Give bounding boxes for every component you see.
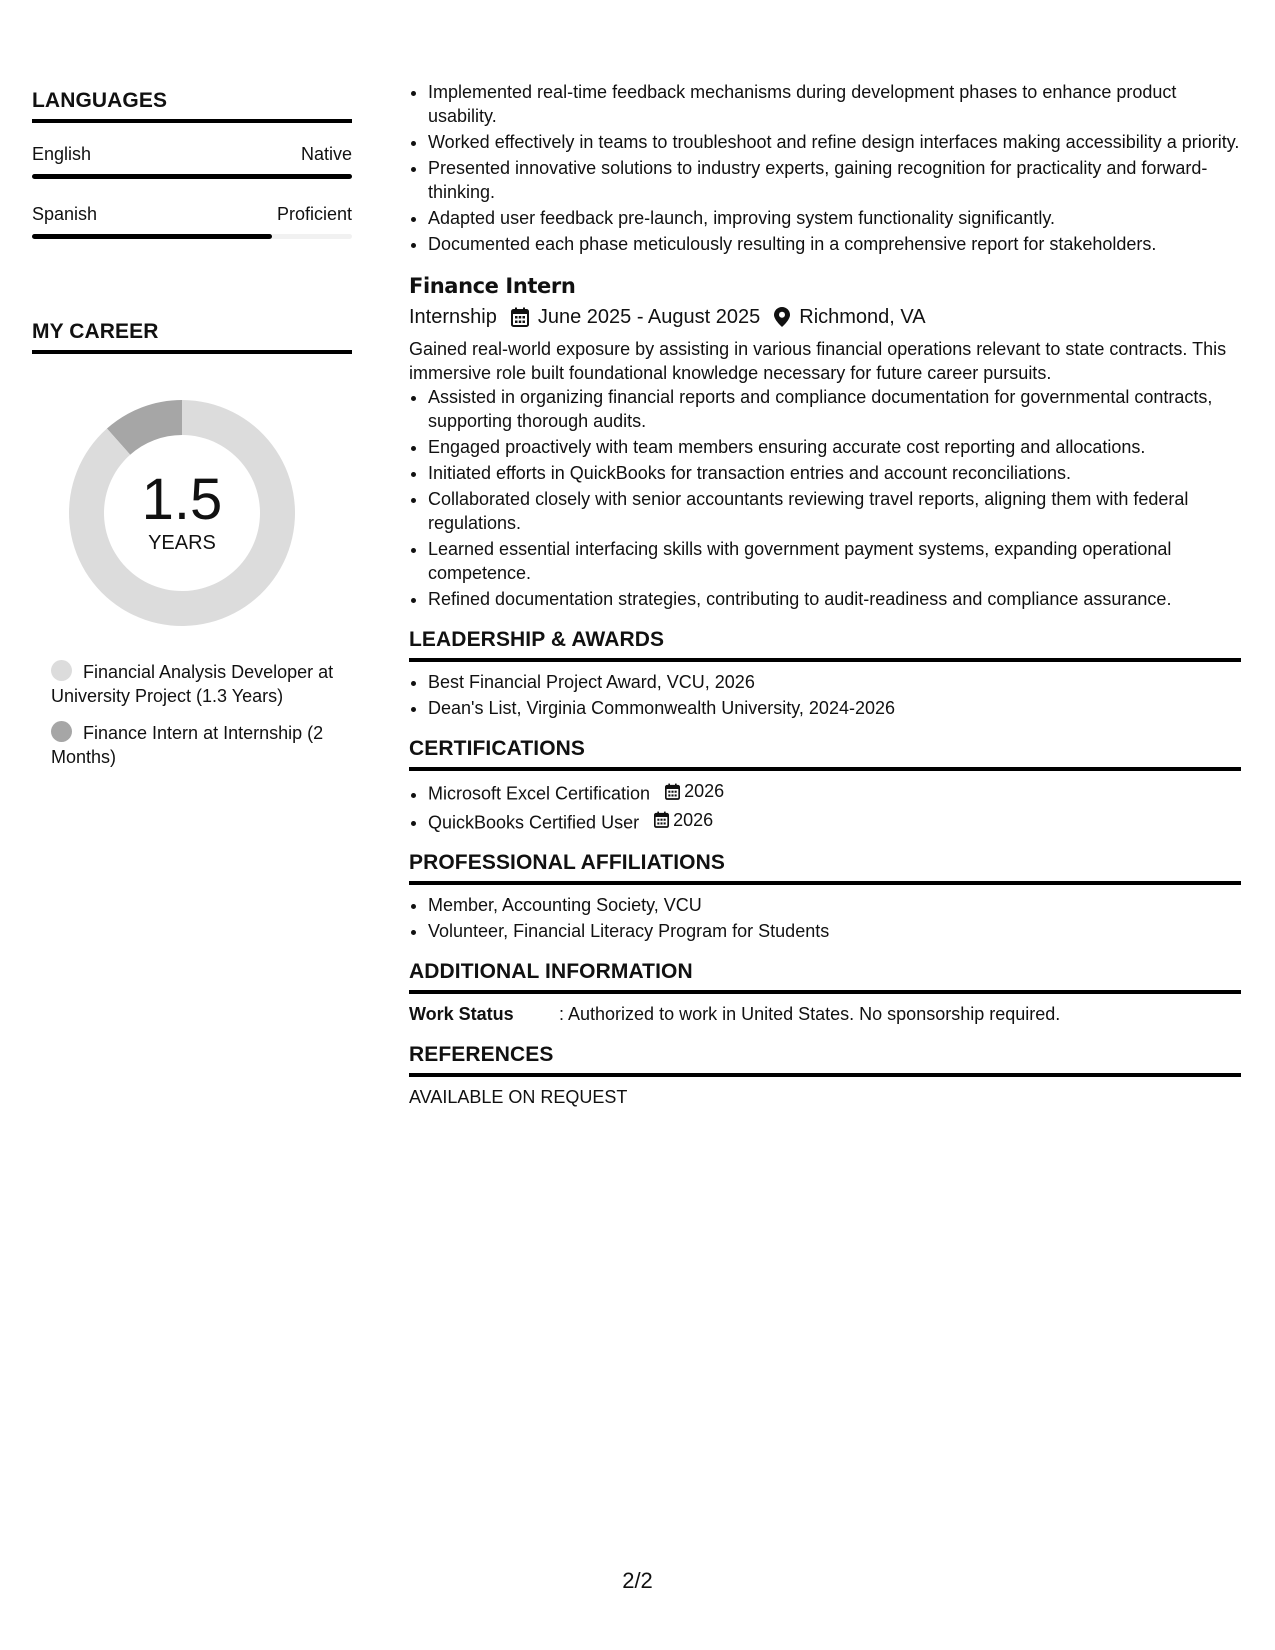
certifications-heading: CERTIFICATIONS bbox=[409, 736, 1241, 771]
references-heading: REFERENCES bbox=[409, 1042, 1241, 1077]
career-donut-chart bbox=[67, 398, 297, 628]
career-heading: MY CAREER bbox=[32, 319, 352, 354]
career-legend bbox=[51, 660, 341, 769]
language-proficiency-fill bbox=[32, 234, 272, 239]
list-item: • Adapted user feedback pre-launch, improving system functionality significantly. bbox=[428, 206, 1241, 230]
main-column bbox=[409, 80, 1241, 1109]
awards-heading: LEADERSHIP & AWARDS bbox=[409, 627, 1241, 662]
job-dates: June 2025 - August 2025 bbox=[537, 306, 761, 328]
certification-year: 2026 bbox=[673, 809, 714, 830]
language-item-spanish bbox=[32, 203, 352, 239]
certification-year: 2026 bbox=[684, 781, 725, 801]
list-item: • Documented each phase meticulously resulting in a comprehensive report for stakeholders. bbox=[428, 232, 1241, 256]
list-item: • Implemented real-time feedback mechanisms during development phases to enhance product usability. bbox=[428, 80, 1241, 128]
languages-heading: LANGUAGES bbox=[32, 88, 352, 123]
calendar-icon bbox=[511, 307, 529, 327]
sidebar bbox=[32, 88, 352, 782]
list-item: • Presented innovative solutions to industry experts, gaining recognition for practicality and forward-thinking. bbox=[428, 156, 1241, 204]
certification-name: Microsoft Excel Certification bbox=[428, 783, 651, 804]
affiliations-heading: PROFESSIONAL AFFILIATIONS bbox=[409, 850, 1241, 885]
language-name: English bbox=[32, 144, 92, 164]
certifications-list bbox=[409, 779, 1241, 834]
list-item: • Collaborated closely with senior accountants reviewing travel reports, aligning them with federal regulations. bbox=[428, 487, 1241, 535]
language-level: Native bbox=[300, 144, 352, 164]
job-description: Gained real-world exposure by assisting in various financial operations relevant to state contracts. This immersive role built foundational knowledge necessary for future career pursuits. bbox=[409, 339, 1227, 383]
list-item: • Assisted in organizing financial reports and compliance documentation for governmental contracts, supporting thorough audits. bbox=[428, 385, 1241, 433]
languages-section bbox=[32, 88, 352, 239]
previous-job-bullets bbox=[409, 80, 1241, 256]
job-company: Internship bbox=[409, 306, 497, 328]
language-name: Spanish bbox=[32, 204, 98, 224]
references-text: AVAILABLE ON REQUEST bbox=[409, 1087, 628, 1107]
list-item: • Member, Accounting Society, VCU bbox=[428, 893, 1241, 917]
list-item: • Best Financial Project Award, VCU, 2026 bbox=[428, 670, 1241, 694]
job-entry bbox=[409, 273, 1241, 611]
job-location: Richmond, VA bbox=[799, 306, 926, 328]
certification-date bbox=[654, 808, 713, 832]
language-proficiency-bar bbox=[32, 174, 352, 179]
certification-name: QuickBooks Certified User bbox=[428, 812, 640, 832]
work-status-row bbox=[409, 1002, 1241, 1026]
legend-item bbox=[51, 721, 341, 769]
language-item-english bbox=[32, 143, 352, 179]
page-number: 2/2 bbox=[622, 1568, 653, 1593]
work-status-label: Work Status bbox=[409, 1004, 514, 1024]
career-total-value: 1.5 bbox=[141, 467, 223, 532]
legend-label: Finance Intern at Internship (2 Months) bbox=[51, 723, 324, 767]
job-title: Finance Intern bbox=[409, 274, 576, 298]
language-proficiency-fill bbox=[32, 174, 352, 179]
language-level: Proficient bbox=[276, 204, 352, 224]
legend-item bbox=[51, 660, 341, 708]
list-item: • Initiated efforts in QuickBooks for transaction entries and account reconciliations. bbox=[428, 461, 1241, 485]
legend-dot bbox=[51, 660, 72, 681]
legend-dot bbox=[51, 721, 72, 742]
location-pin-icon bbox=[774, 307, 790, 327]
job-bullets bbox=[409, 385, 1241, 611]
language-proficiency-bar bbox=[32, 234, 352, 239]
affiliations-list bbox=[409, 893, 1241, 943]
list-item: • Dean's List, Virginia Commonwealth University, 2024-2026 bbox=[428, 696, 1241, 720]
donut-center bbox=[67, 467, 297, 554]
legend-label: Financial Analysis Developer at University Project (1.3 Years) bbox=[51, 662, 334, 706]
list-item: • Refined documentation strategies, contributing to audit-readiness and compliance assurance. bbox=[428, 587, 1241, 611]
list-item: • Learned essential interfacing skills with government payment systems, expanding operational competence. bbox=[428, 537, 1241, 585]
list-item: • Volunteer, Financial Literacy Program for Students bbox=[428, 919, 1241, 943]
certification-date bbox=[665, 779, 724, 803]
list-item bbox=[428, 808, 1241, 835]
calendar-icon bbox=[654, 811, 669, 828]
career-total-unit: YEARS bbox=[148, 532, 216, 554]
list-item: • Worked effectively in teams to troubleshoot and refine design interfaces making accessibility a priority. bbox=[428, 130, 1241, 154]
list-item: • Engaged proactively with team members ensuring accurate cost reporting and allocations. bbox=[428, 435, 1241, 459]
list-item bbox=[428, 779, 1241, 806]
calendar-icon bbox=[665, 783, 680, 800]
awards-list bbox=[409, 670, 1241, 720]
work-status-value: : Authorized to work in United States. No sponsorship required. bbox=[559, 1004, 1061, 1024]
career-section bbox=[32, 319, 352, 769]
additional-info-heading: ADDITIONAL INFORMATION bbox=[409, 959, 1241, 994]
job-meta bbox=[409, 304, 1241, 330]
